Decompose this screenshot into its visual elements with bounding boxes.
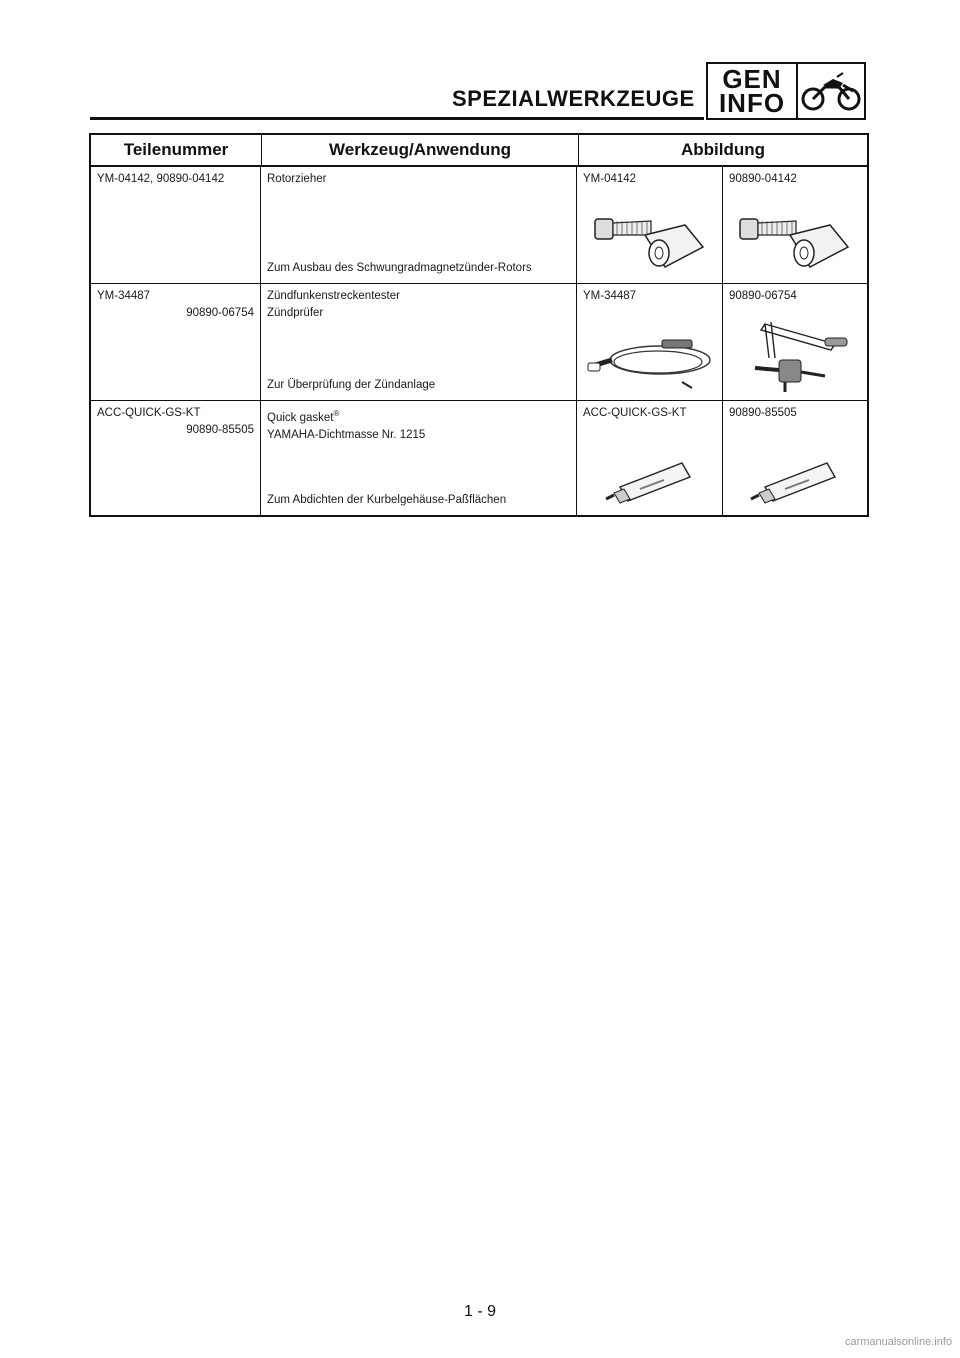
illustration-label: YM-04142 [583,173,637,185]
table-row [91,167,867,284]
part-number: ACC-QUICK-GS-KT [97,407,201,419]
illustration-label: YM-34487 [583,290,637,302]
ignition-tester-icon [723,314,867,394]
motorcycle-icon [798,64,864,118]
header-rule [90,117,704,120]
table-row [91,284,867,401]
rotor-puller-icon [723,207,867,277]
illustration-cell [723,284,867,400]
part-number-cell [91,401,261,515]
header-part-number: Teilenummer [91,135,262,165]
illustration-cell [577,167,723,283]
table-row [91,401,867,515]
part-number-alt: 90890-06754 [186,307,254,319]
tool-name-line [267,405,570,427]
rotor-puller-icon [577,207,722,277]
tool-name-alt: Zündprüfer [267,307,324,319]
illustration-label: 90890-04142 [729,173,797,185]
tool-usage: Zur Überprüfung der Zündanlage [267,379,436,391]
sealant-tube-icon [723,449,867,509]
illustration-cell [577,401,723,515]
ignition-tester-icon [577,322,722,394]
header-illustration: Abbildung [680,140,766,159]
illustration-cell [723,167,867,283]
badge-line-gen: GEN [722,64,782,94]
part-number: YM-34487 [97,290,151,302]
registered-mark: ® [333,409,340,418]
tool-name: Rotorzieher [267,173,327,185]
watermark: carmanualsonline.info [844,1336,952,1348]
tool-cell [261,284,577,400]
illustration-label: ACC-QUICK-GS-KT [583,407,687,419]
tool-name-alt: YAMAHA-Dichtmasse Nr. 1215 [267,428,426,441]
sealant-tube-icon [577,449,722,509]
illustration-label: 90890-06754 [729,290,797,302]
tool-usage: Zum Abdichten der Kurbelgehäuse-Paßflächen [267,494,507,506]
part-number-cell [91,167,261,283]
part-number-alt: 90890-85505 [186,424,254,436]
page-title: SPEZIALWERKZEUGE [452,86,695,111]
tool-cell [261,167,577,283]
header-tool-usage: Werkzeug/Anwendung [262,135,579,165]
tool-usage: Zum Ausbau des Schwungradmagnetzünder-Rotors [267,262,532,274]
tool-cell [261,401,577,515]
illustration-cell [577,284,723,400]
badge-text [708,64,798,118]
table-header [91,135,867,167]
illustration-cell [723,401,867,515]
special-tools-table [89,133,869,517]
illustration-label: 90890-85505 [729,407,797,419]
tool-name: Zündfunkenstreckentester [267,290,400,302]
part-number: YM-04142, 90890-04142 [97,173,225,185]
tool-name: Quick gasket [267,411,334,424]
badge-line-info: INFO [718,88,786,118]
page-number: 1 - 9 [463,1303,496,1320]
gen-info-badge [706,62,866,120]
part-number-cell [91,284,261,400]
